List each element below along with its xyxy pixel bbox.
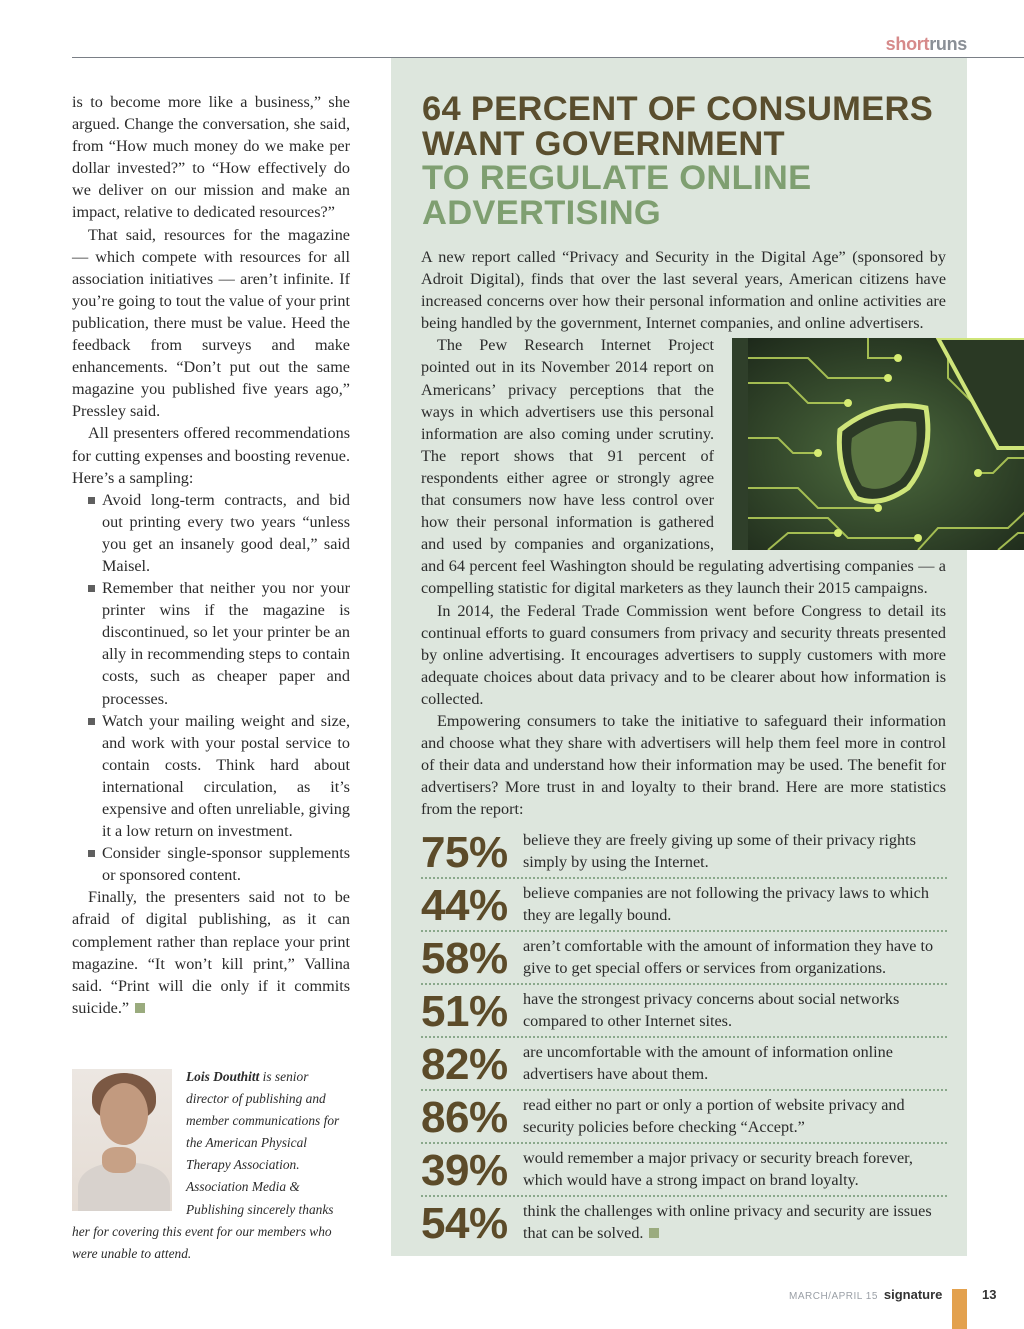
magazine-name: signature <box>883 1287 943 1302</box>
left-paragraph-1: is to become more like a business,” she argued. Change the conversation, she said, from “How much money do we make per dollar invested?” to “How effectively do we deliver on our mission and make an impact, relative to dedicated resources?” <box>72 93 350 222</box>
bullet-icon <box>88 497 95 504</box>
stat-percent: 75% <box>421 828 508 877</box>
left-column <box>72 91 350 1019</box>
stat-row <box>421 932 947 985</box>
left-paragraph-3: All presenters offered recommendations for cutting expenses and boosting revenue. Here’s a sampling: <box>72 424 350 487</box>
stat-text: have the strongest privacy concerns about social networks compared to other Internet sites. <box>523 990 900 1031</box>
stat-row <box>421 1091 947 1144</box>
issue-date: MARCH/APRIL 15 <box>789 1291 878 1302</box>
sidebar-body <box>421 246 946 820</box>
author-bio-text: is senior director of publishing and member communications for the American Physical Therapy Association. Association Media & Publishing sincerely thanks her for covering this event for our members who were unable to attend. <box>72 1069 340 1261</box>
circuit-board-shield-icon <box>732 338 1024 550</box>
stat-row <box>421 826 947 879</box>
page-footer <box>789 1286 942 1304</box>
end-mark-square-icon <box>649 1228 659 1238</box>
stat-percent: 54% <box>421 1199 508 1248</box>
stat-percent: 82% <box>421 1040 508 1089</box>
list-item: Remember that neither you nor your printer wins if the magazine is discontinued, so let your printer be an ally in recommending steps to contain costs, such as cheaper paper and processes. <box>72 577 350 710</box>
bullet-icon <box>88 850 95 857</box>
page-tab-marker <box>952 1289 967 1329</box>
sidebar-paragraph-4: Empowering consumers to take the initiative to safeguard their information and choose what they share with advertisers will help them feel more in control of their data and understand how their information may be used. The benefit for advertisers? More trust in and loyalty to their brand. Here are more statistics from the report: <box>421 711 946 819</box>
sidebar-paragraph-2: The Pew Research Internet Project pointed out in its November 2014 report on Americans’ privacy perceptions that the ways in which advertisers use this personal information are also coming under scrutiny. The report shows that 91 percent of respondents either agree or strongly agree that consumers now have less control over how their personal information is gathered and used by companies and organizations, and 64 percent feel Washington should be regulating advertising companies — a compelling statistic for digital marketers as they launch their 2015 campaigns. <box>421 334 946 599</box>
stat-row <box>421 985 947 1038</box>
list-item: Avoid long-term contracts, and bid out printing every two years “unless you get an insanely good deal,” said Maisel. <box>72 489 350 577</box>
stat-percent: 86% <box>421 1093 508 1142</box>
author-bio <box>72 1066 352 1265</box>
list-item: Consider single-sponsor supplements or sponsored content. <box>72 842 350 886</box>
stat-text: believe companies are not following the privacy laws to which they are legally bound. <box>523 884 929 925</box>
end-mark-square-icon <box>135 1003 145 1013</box>
stat-percent: 44% <box>421 881 508 930</box>
stat-text: read either no part or only a portion of website privacy and security policies before checking “Accept.” <box>523 1096 905 1137</box>
page-number: 13 <box>982 1287 997 1302</box>
left-paragraph-2: That said, resources for the magazine — which compete with resources for all association initiatives — aren’t infinite. If you’re going to tout the value of your print publication, there must be value. Heed the feedback from surveys and make enhancements. “Don’t put out the same magazine you published five years ago,” Pressley said. <box>72 225 350 421</box>
stat-text: aren’t comfortable with the amount of information they have to give to get special offers or services from organizations. <box>523 937 934 978</box>
list-item: Watch your mailing weight and size, and work with your postal service to contain costs. Think hard about international circulation, as it’s expensive and often unreliable, giving it a low return on investment. <box>72 710 350 843</box>
author-name: Lois Douthitt <box>186 1069 260 1084</box>
headline-green: TO REGULATE ONLINE ADVERTISING <box>422 159 812 232</box>
stat-text: are uncomfortable with the amount of information online advertisers have about them. <box>523 1043 893 1084</box>
bullet-icon <box>88 585 95 592</box>
stat-row <box>421 1197 947 1250</box>
stat-text: would remember a major privacy or security breach forever, which would have a strong impact on brand loyalty. <box>523 1149 913 1190</box>
bullet-icon <box>88 718 95 725</box>
stat-percent: 51% <box>421 987 508 1036</box>
headline-dark: 64 PERCENT OF CONSUMERS WANT GOVERNMENT <box>422 90 934 163</box>
stat-percent: 39% <box>421 1146 508 1195</box>
section-label: shortruns <box>885 34 967 54</box>
left-paragraph-4: Finally, the presenters said not to be afraid of digital publishing, as it can complement rather than replace your print magazine. “It won’t kill print,” Vallina said. “Print will die only if it commits suicide.” <box>72 888 350 1017</box>
statistics-list <box>421 826 947 1250</box>
stat-row <box>421 1144 947 1197</box>
stat-row <box>421 879 947 932</box>
recommendations-list <box>72 489 350 887</box>
stat-percent: 58% <box>421 934 508 983</box>
author-photo <box>72 1069 172 1211</box>
stat-row <box>421 1038 947 1091</box>
sidebar-paragraph-3: In 2014, the Federal Trade Commission went before Congress to detail its continual efforts to guard consumers from privacy and security threats presented by online advertising. It encourages advertisers to supply customers with more adequate choices about data privacy and to be clearer about how information is collected. <box>421 601 946 708</box>
stat-text: think the challenges with online privacy and security are issues that can be solved. <box>523 1202 932 1243</box>
sidebar-paragraph-1: A new report called “Privacy and Security in the Digital Age” (sponsored by Adroit Digital), finds that over the last several years, American citizens have increased concerns over how their personal information and online activities are being handled by the government, Internet companies, and online advertisers. <box>421 248 946 333</box>
sidebar-headline <box>422 92 962 230</box>
stat-text: believe they are freely giving up some of their privacy rights simply by using the Internet. <box>523 831 916 872</box>
